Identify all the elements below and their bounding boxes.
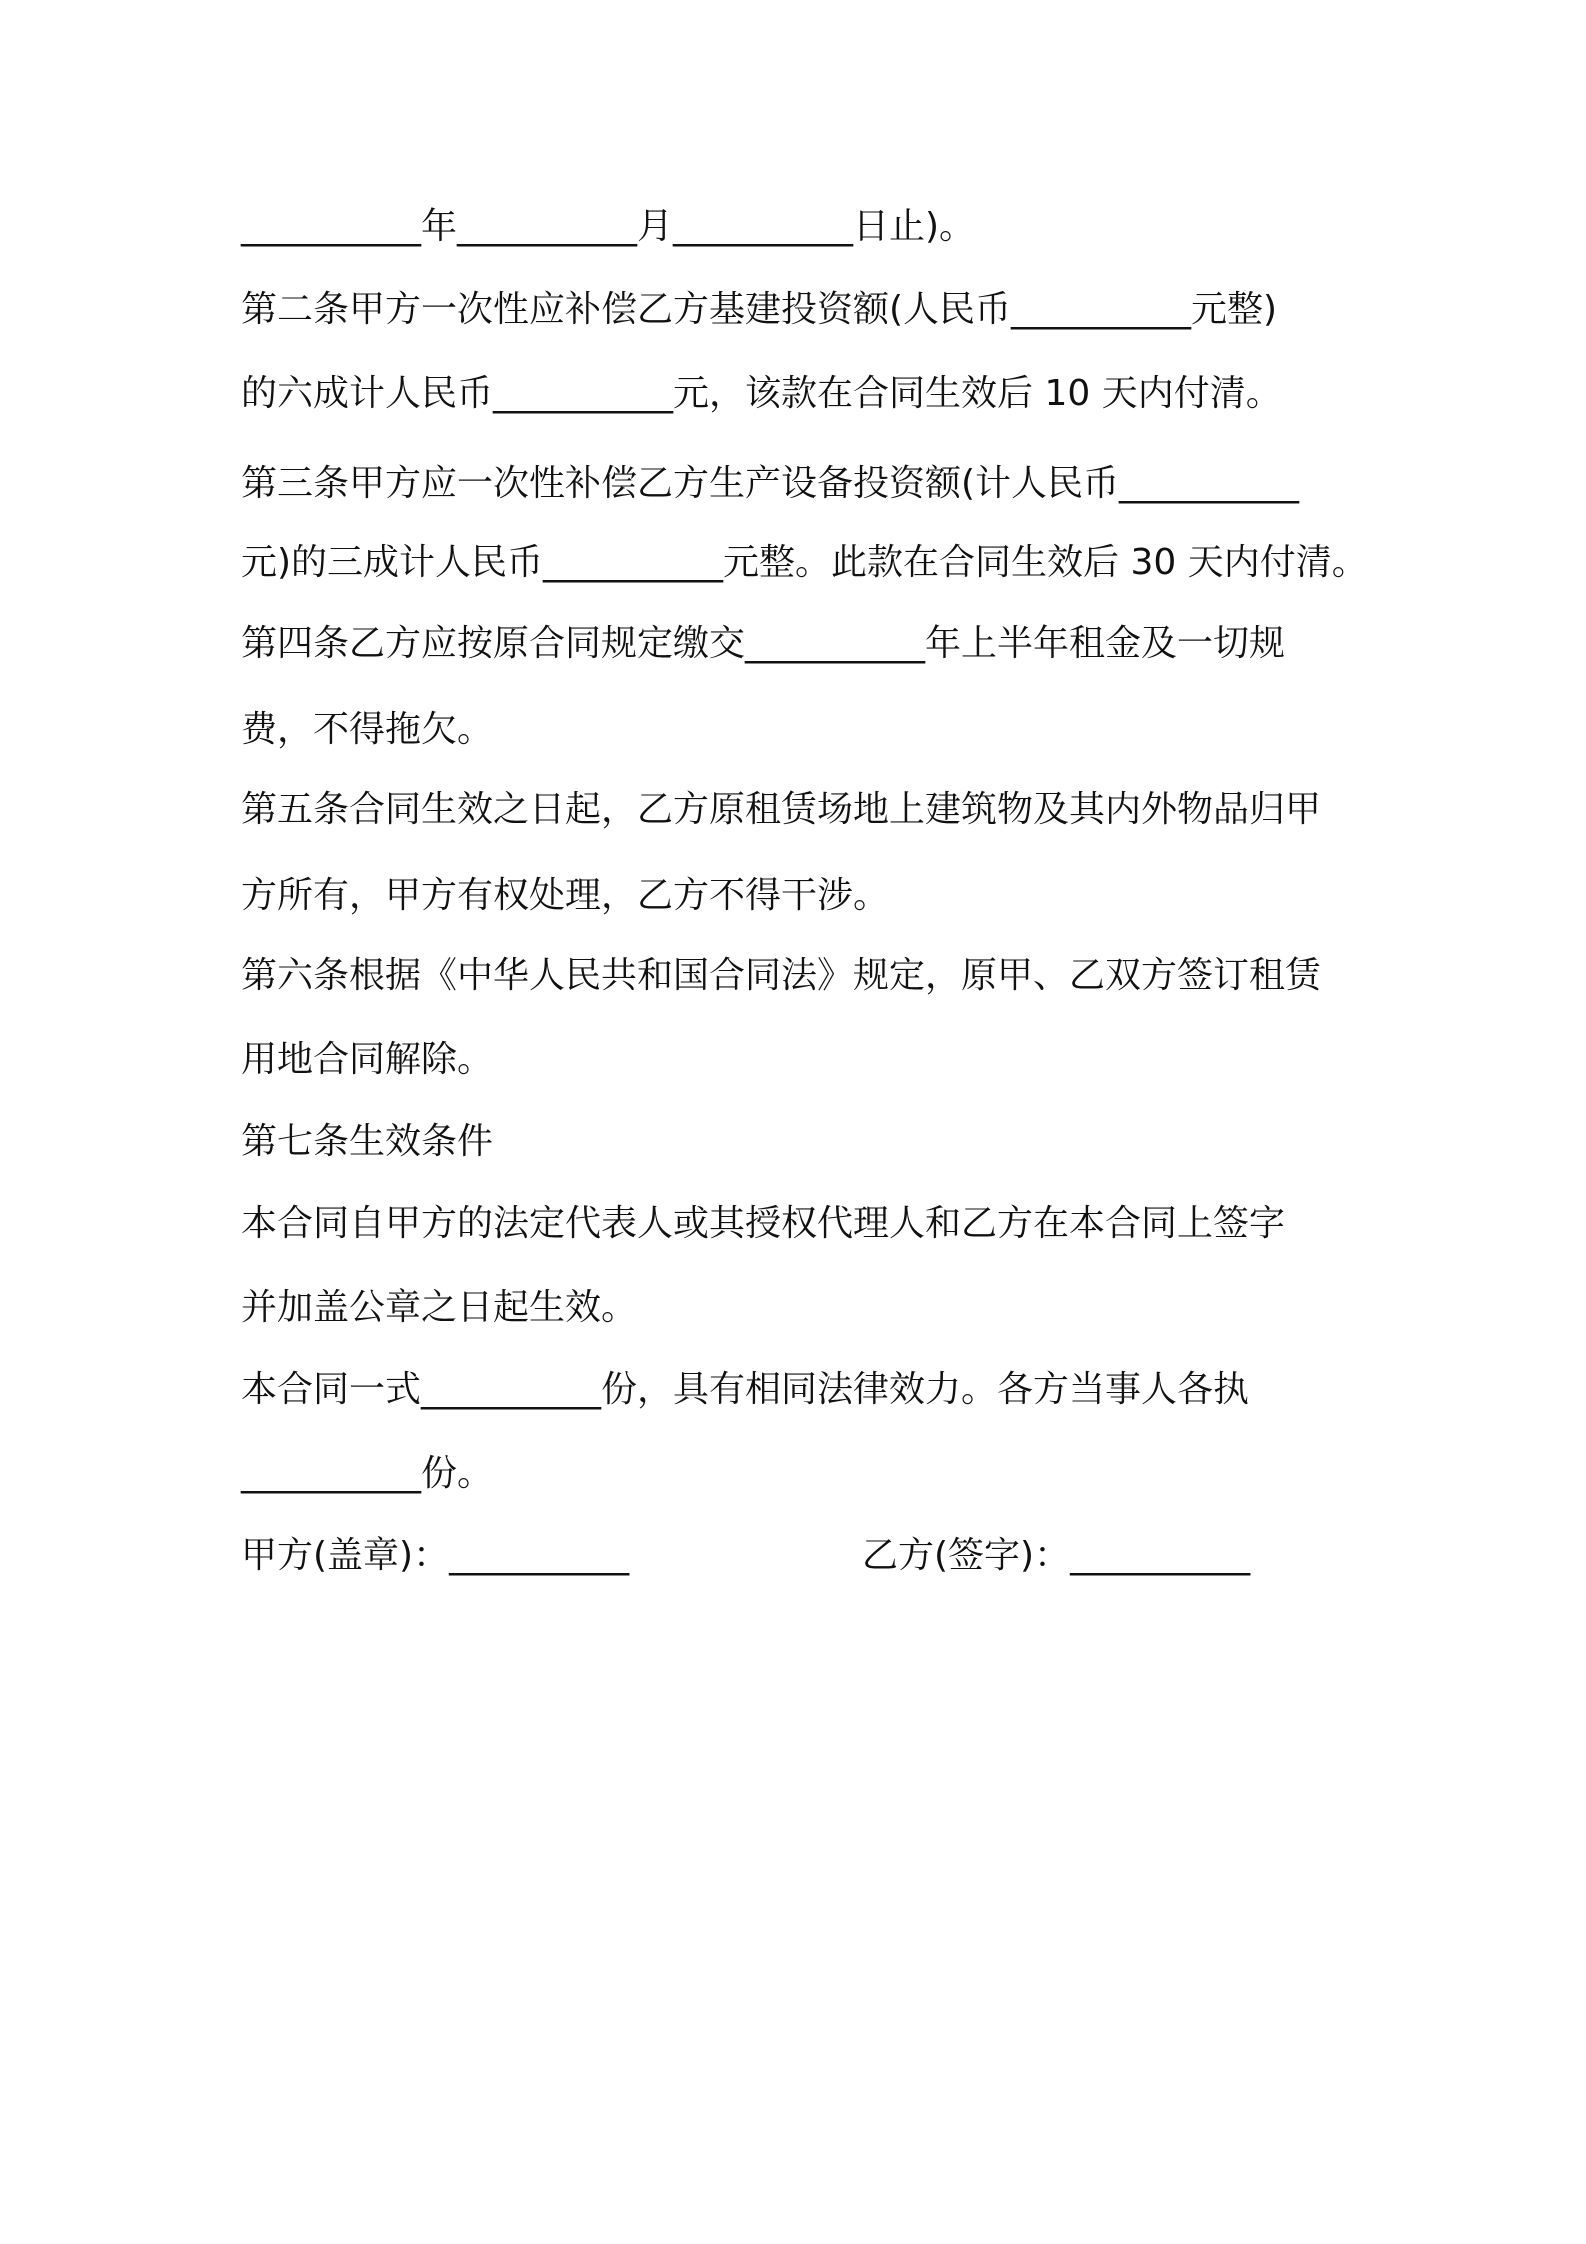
- clause-6-line-1: 第六条根据《中华人民共和国合同法》规定，原甲、乙双方签订租赁: [241, 955, 1322, 996]
- copies-line-1: 本合同一式__________份，具有相同法律效力。各方当事人各执: [241, 1369, 1250, 1410]
- clause-3-line-1: 第三条甲方应一次性补偿乙方生产设备投资额(计人民币__________: [241, 463, 1300, 504]
- clause-7-heading: 第七条生效条件: [241, 1121, 494, 1162]
- clause-5-line-1: 第五条合同生效之日起，乙方原租赁场地上建筑物及其内外物品归甲: [241, 789, 1322, 830]
- clause-4-line-2: 费，不得拖欠。: [241, 709, 494, 750]
- clause-7-line-1: 本合同自甲方的法定代表人或其授权代理人和乙方在本合同上签字: [241, 1203, 1286, 1244]
- clause-2-line-1: 第二条甲方一次性应补偿乙方基建投资额(人民币__________元整): [241, 289, 1278, 330]
- clause-5-line-2: 方所有，甲方有权处理，乙方不得干涉。: [241, 875, 890, 916]
- clause-4-line-1: 第四条乙方应按原合同规定缴交__________年上半年租金及一切规: [241, 623, 1286, 664]
- clause-3-line-2: 元)的三成计人民币__________元整。此款在合同生效后 30 天内付清。: [241, 542, 1368, 583]
- clause-7-line-2: 并加盖公章之日起生效。: [241, 1287, 638, 1328]
- copies-line-2: __________份。: [241, 1453, 494, 1494]
- clause-2-line-2: 的六成计人民币__________元，该款在合同生效后 10 天内付清。: [241, 373, 1282, 414]
- clause-date-end-line: __________年__________月__________日止)。: [241, 206, 976, 247]
- party-a-signature-field: 甲方(盖章)：__________: [241, 1535, 630, 1576]
- party-b-signature-field: 乙方(签字)：__________: [862, 1535, 1251, 1576]
- clause-6-line-2: 用地合同解除。: [241, 1039, 494, 1080]
